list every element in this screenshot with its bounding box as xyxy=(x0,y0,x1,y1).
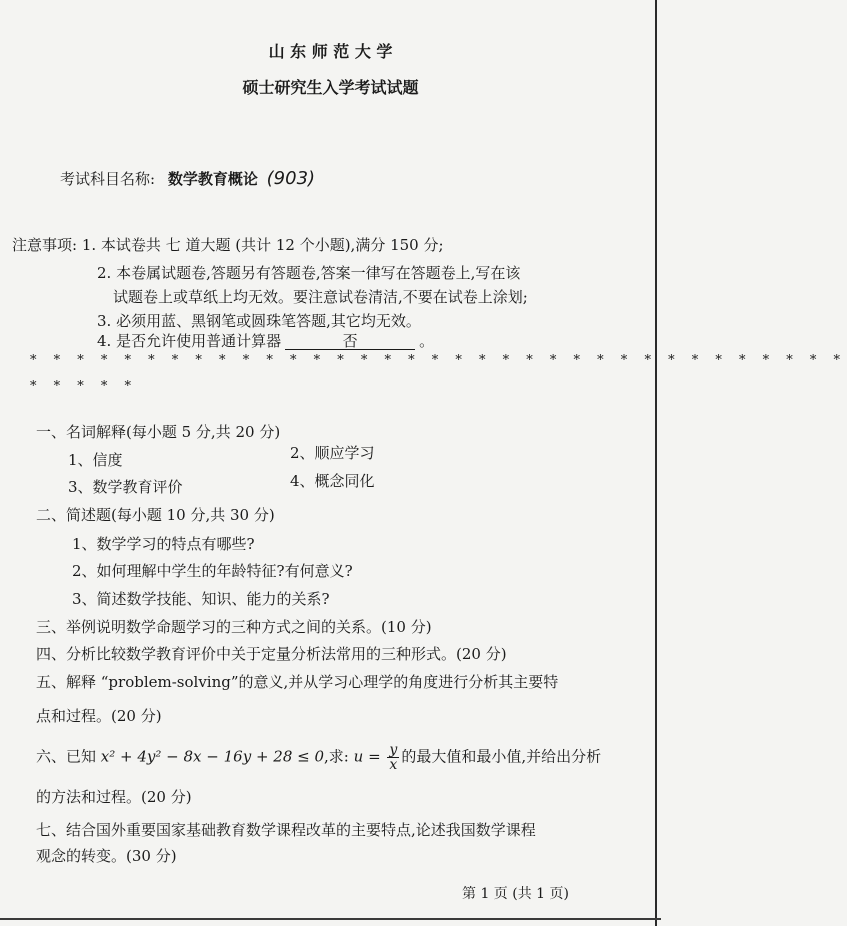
q6-frac-den: x xyxy=(389,757,398,773)
separator-line-1: * * * * * * * * * * * * * * * * * * * * * * * * * * * * * * * * * * * xyxy=(30,353,847,368)
q6-line-2: 的方法和过程。(20 分) xyxy=(36,788,192,806)
q1-item-3: 3、数学教育评价 xyxy=(68,478,183,496)
notes-item-2-line-2: 试题卷上或草纸上均无效。要注意试卷清洁,不要在试卷上涂划; xyxy=(113,288,528,306)
q2-title: 二、简述题(每小题 10 分,共 30 分) xyxy=(36,506,275,524)
q2-item-1: 1、数学学习的特点有哪些? xyxy=(72,535,255,553)
calculator-answer: 否 xyxy=(285,334,415,350)
q1-title: 一、名词解释(每小题 5 分,共 20 分) xyxy=(36,423,281,441)
q4-text: 四、分析比较数学教育评价中关于定量分析法常用的三种形式。(20 分) xyxy=(36,645,507,663)
q5-line-1: 五、解释 “problem-solving”的意义,并从学习心理学的角度进行分析其主要特 xyxy=(36,673,559,691)
q2-item-3: 3、简述数学技能、知识、能力的关系? xyxy=(72,590,330,608)
page-number: 第 1 页 (共 1 页) xyxy=(462,886,569,902)
notes-item-2-line-1: 2. 本卷属试题卷,答题另有答题卷,答案一律写在答题卷上,写在该 xyxy=(97,264,521,282)
notes-line-1 xyxy=(12,238,444,253)
page-edge-bottom xyxy=(0,918,661,920)
q1-item-2: 2、顺应学习 xyxy=(290,444,375,462)
notes-label: 注意事项: xyxy=(12,236,78,254)
q6-inequality: x² + 4y² − 8x − 16y + 28 ≤ 0 xyxy=(100,747,325,766)
notes-item-3: 3. 必须用蓝、黑钢笔或圆珠笔答题,其它均无效。 xyxy=(97,312,421,330)
separator-line-2: * * * * * xyxy=(30,379,138,394)
university-name: 山 东 师 范 大 学 xyxy=(268,42,393,61)
q6-fraction xyxy=(387,743,399,772)
notes-item-4 xyxy=(97,334,434,350)
q6-frac-num: y xyxy=(389,742,398,758)
notes-item-1: 1. 本试卷共 七 道大题 (共计 12 个小题),满分 150 分; xyxy=(81,236,444,254)
subject-label: 考试科目名称: xyxy=(60,170,156,188)
subject-code: (903) xyxy=(266,168,316,189)
q1-item-4: 4、概念同化 xyxy=(290,472,375,490)
notes-item-4-prefix: 4. 是否允许使用普通计算器 xyxy=(97,332,282,350)
q1-item-1: 1、信度 xyxy=(68,451,123,469)
page-edge-right xyxy=(655,0,657,926)
q6-prefix: 六、已知 xyxy=(36,747,97,766)
q6-suffix: 的最大值和最小值,并给出分析 xyxy=(401,747,602,766)
notes-item-4-suffix: 。 xyxy=(419,332,435,350)
subject-name: 数学教育概论 xyxy=(167,170,258,188)
exam-title: 硕士研究生入学考试试题 xyxy=(242,78,419,97)
q7-line-2: 观念的转变。(30 分) xyxy=(36,847,177,865)
q6-mid: ,求: xyxy=(324,747,349,766)
subject-line xyxy=(60,170,315,188)
q2-item-2: 2、如何理解中学生的年龄特征?有何意义? xyxy=(72,562,353,580)
q6-u: u = xyxy=(353,747,381,766)
q3-text: 三、举例说明数学命题学习的三种方式之间的关系。(10 分) xyxy=(36,618,432,636)
q6-line-1 xyxy=(36,743,601,772)
q5-line-2: 点和过程。(20 分) xyxy=(36,707,162,725)
q7-line-1: 七、结合国外重要国家基础教育数学课程改革的主要特点,论述我国数学课程 xyxy=(36,821,536,839)
